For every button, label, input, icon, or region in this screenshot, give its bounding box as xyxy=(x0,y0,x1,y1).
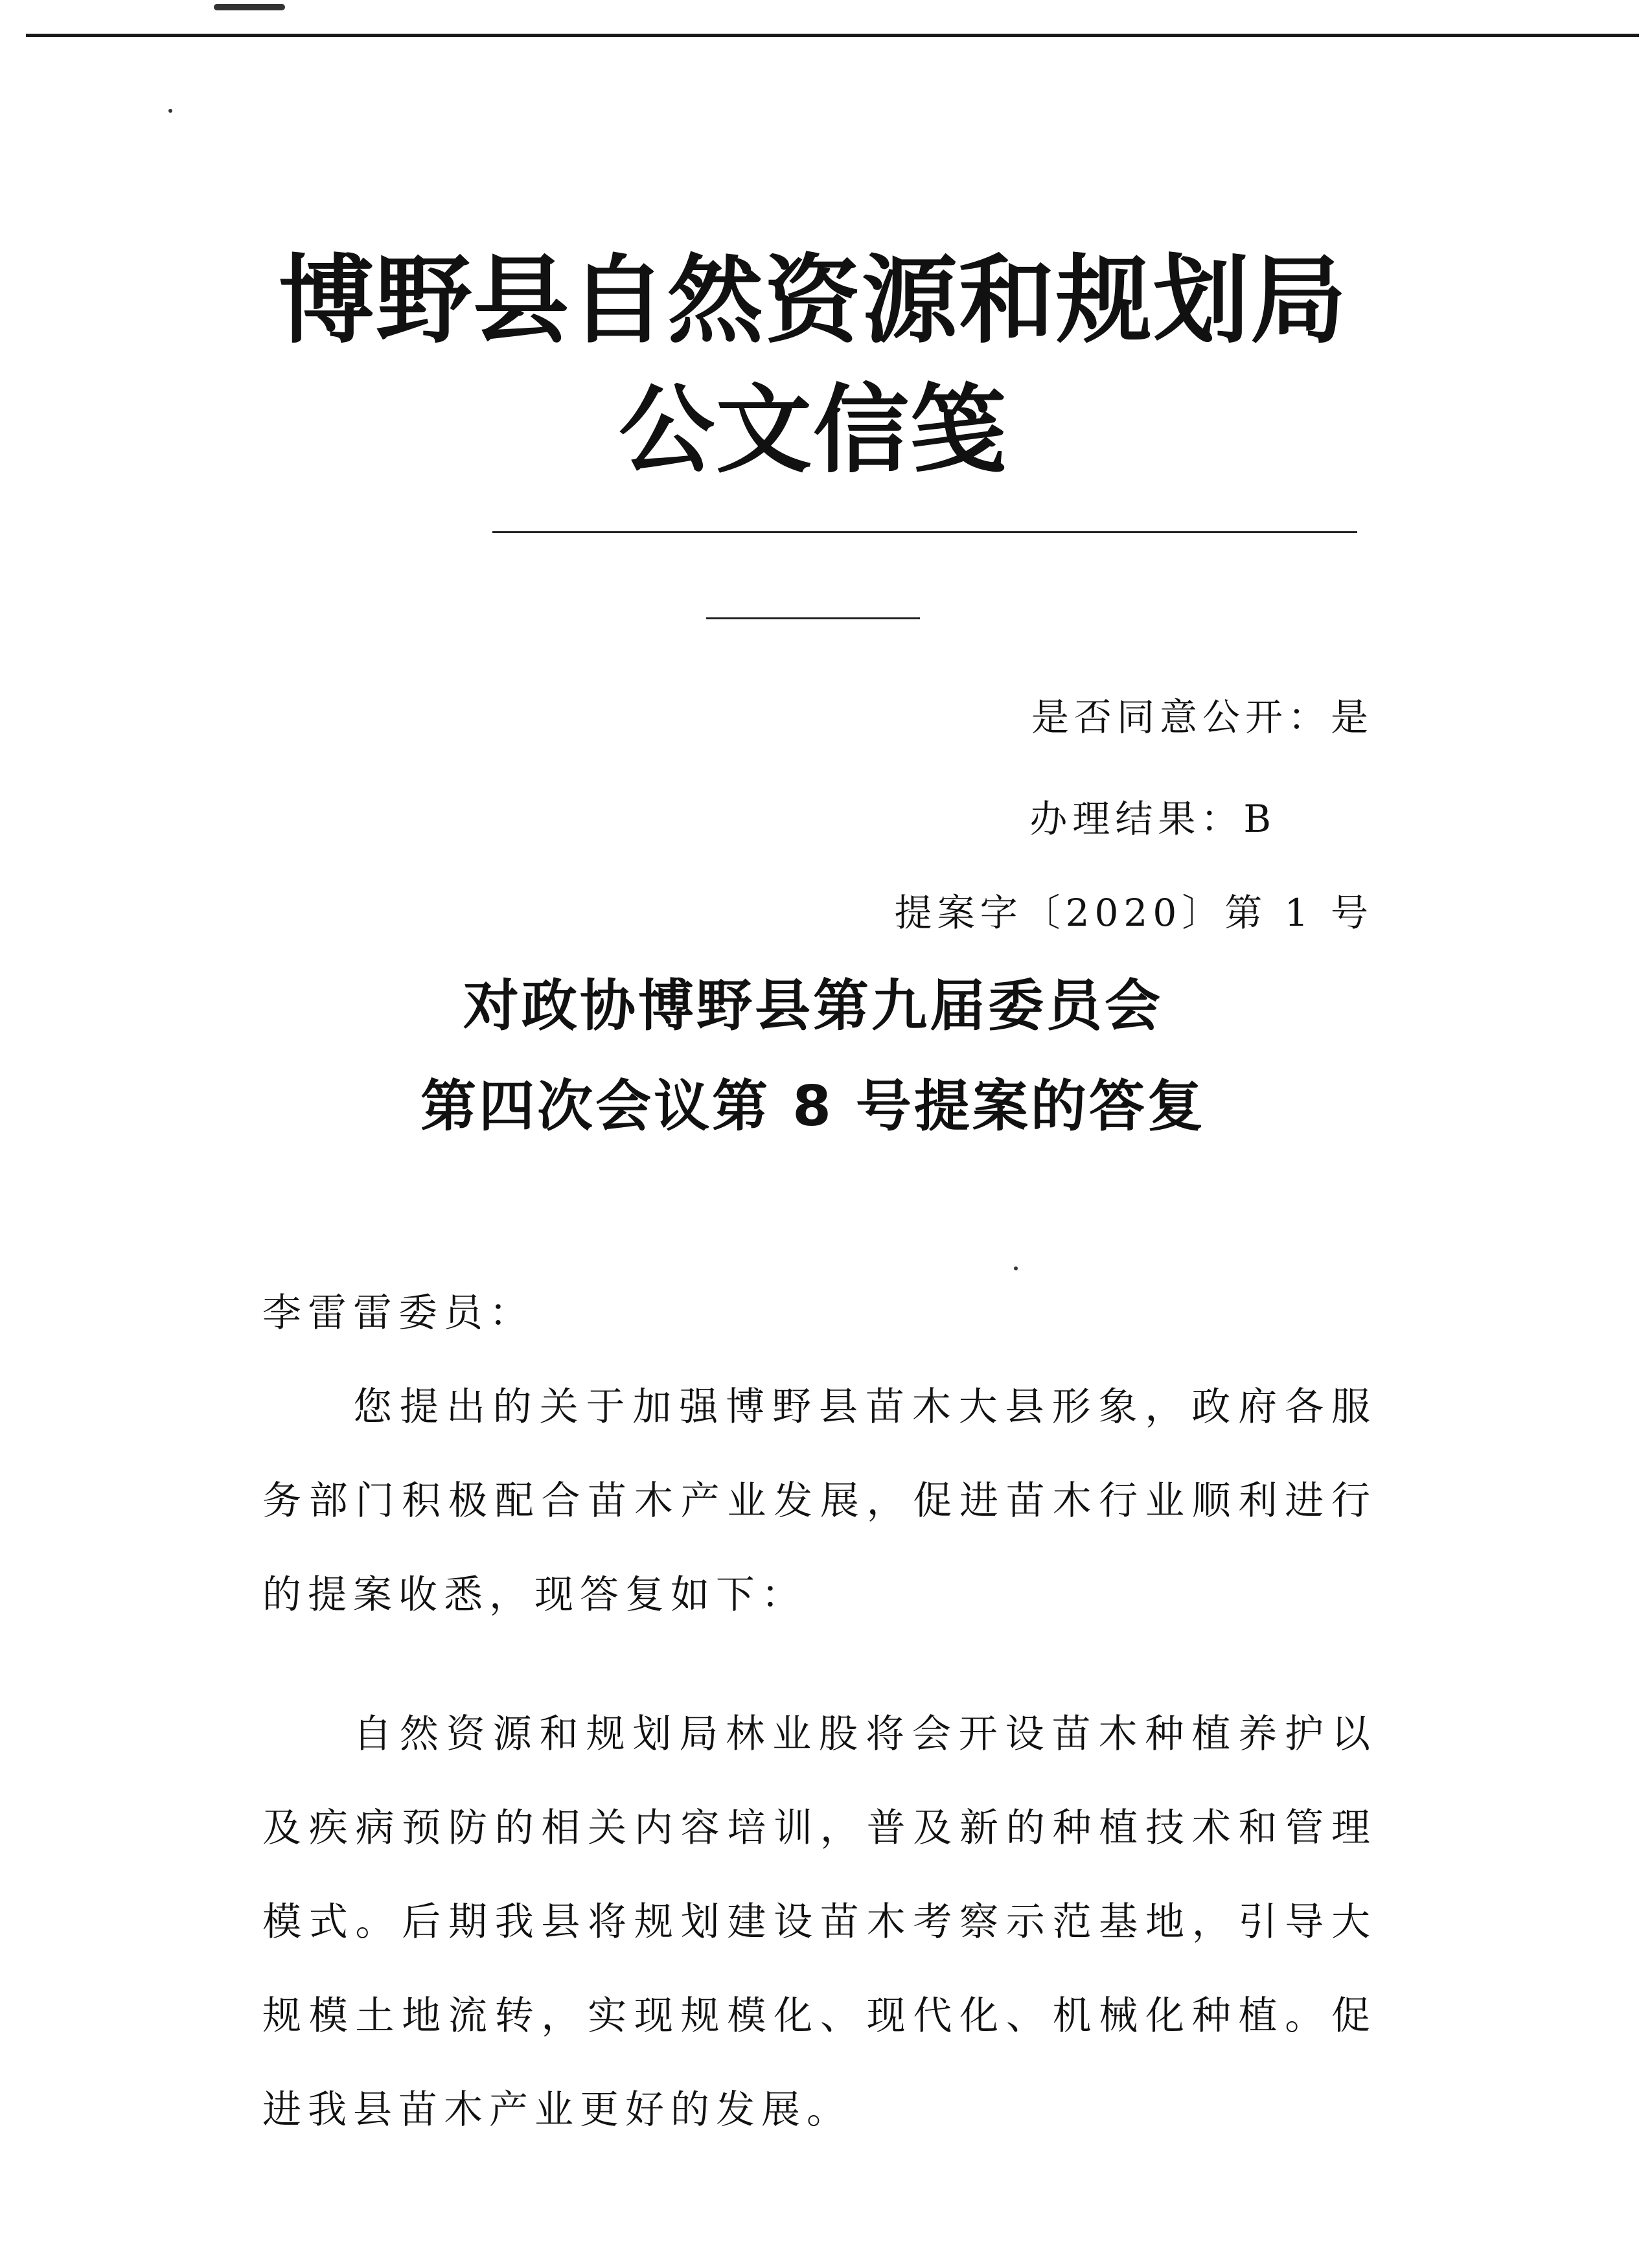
body-paragraph: 自然资源和规划局林业股将会开设苗木种植养护以及疾病预防的相关内容培训，普及新的种植技术和管理模式。后期我县将规划建设苗木考察示范基地，引导大规模土地流转，实现规模化、现代化、机械化种植。促进我县苗木产业更好的发展。 xyxy=(262,1712,1377,2133)
scan-speck xyxy=(1014,1266,1018,1270)
disclosure-consent: 是否同意公开：是 xyxy=(1031,695,1373,739)
body-paragraph: 您提出的关于加强博野县苗木大县形象，政府各服务部门积极配合苗木产业发展，促进苗木行业顺利进行的提案收悉，现答复如下： xyxy=(262,1384,1377,1618)
scan-edge-line xyxy=(26,34,1639,37)
reply-title-line-1: 对政协博野县第九届委员会 xyxy=(463,974,1163,1038)
letterhead-divider xyxy=(492,531,1357,533)
letterhead-divider-short xyxy=(706,617,920,619)
salutation: 李雷雷委员： xyxy=(262,1290,534,1336)
scan-speck xyxy=(168,109,172,113)
letterhead-subtitle: 公文信笺 xyxy=(619,374,1007,486)
scan-artifact xyxy=(214,4,285,10)
handling-result: 办理结果：B xyxy=(1029,797,1276,841)
reply-title-line-2: 第四次会议第 8 号提案的答复 xyxy=(420,1074,1206,1139)
letterhead-title: 博野县自然资源和规划局 xyxy=(279,245,1348,356)
document-number: 提案字〔2020〕第 1 号 xyxy=(894,891,1373,935)
